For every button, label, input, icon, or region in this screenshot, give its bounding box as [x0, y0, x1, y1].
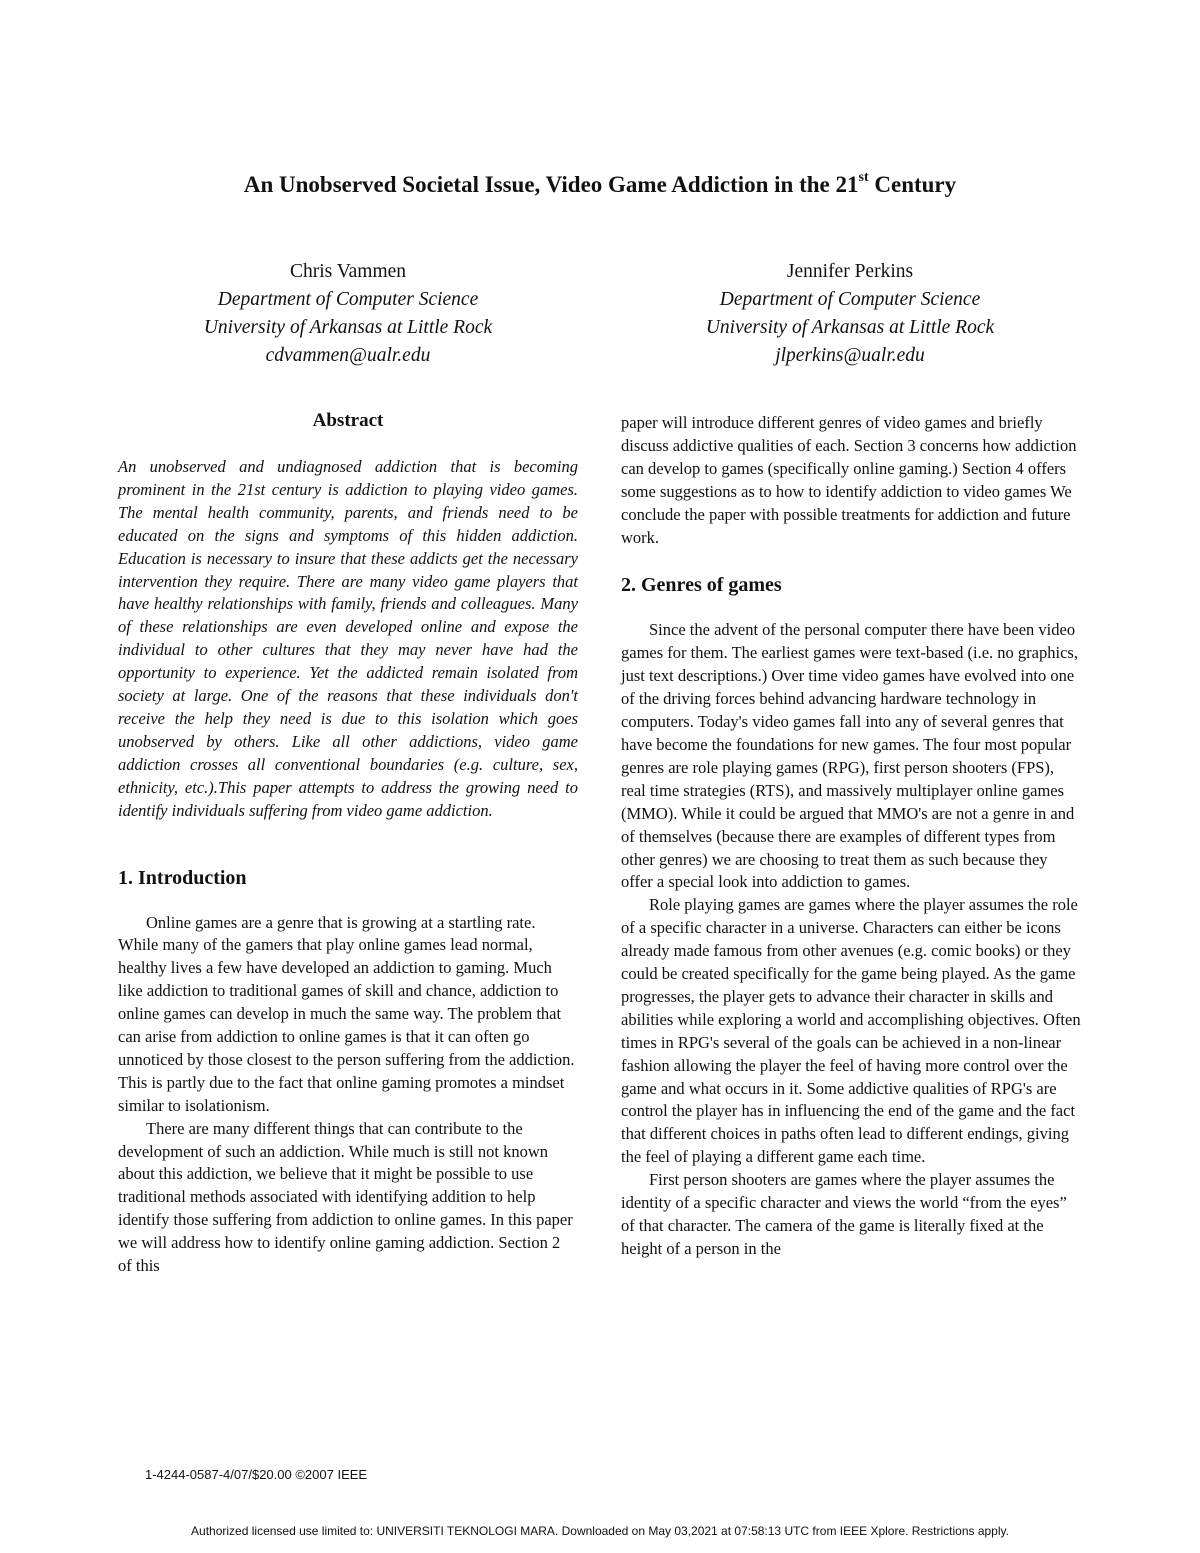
genres-paragraph: Role playing games are games where the player assumes the role of a specific character in a universe. Characters can either be icons already made famous from other avenues (e.g. comic books) or they could be created specifically for the game being played. As the game progresses, the player gets to advance their character in skills and abilities while exploring a world and accomplishing objectives. Often times in RPG's several of the goals can be achieved in a non-linear fashion allowing the player the feel of having more control over the game and what occurs in it. Some addictive qualities of RPG's are control the player has in influencing the end of the game and the fact that different choices in paths often lead to different endings, giving the feel of playing a different game each time.: [621, 895, 1081, 1167]
author-name: Jennifer Perkins: [786, 261, 914, 282]
author-institution: University of Arkansas at Little Rock: [705, 317, 995, 338]
author-name: Chris Vammen: [289, 261, 407, 282]
left-column: [118, 410, 578, 1278]
author-block-1: [118, 258, 578, 370]
license-footer: Authorized licensed use limited to: UNIVERSITI TEKNOLOGI MARA. Downloaded on May 03,2021 at 07:58:13 UTC from IEEE Xplore. Restrictions apply.: [191, 1524, 1009, 1538]
genres-heading: 2. Genres of games: [621, 574, 782, 597]
genres-paragraph: First person shooters are games where the player assumes the identity of a specific character and views the world “from the eyes” of that character. The camera of the game is literally fixed at the height of a person in the: [621, 1170, 1067, 1258]
author-department: Department of Computer Science: [217, 289, 479, 310]
copyright-notice: 1-4244-0587-4/07/$20.00 ©2007 IEEE: [145, 1467, 368, 1482]
abstract-text: An unobserved and undiagnosed addiction that is becoming prominent in the 21st century is addiction to playing video games. The mental health community, parents, and friends need to be educated on the signs and symptoms of this hidden addiction. Education is necessary to insure that these addicts get the necessary intervention they require. There are many video game players that have healthy relationships with family, friends and colleagues. Many of these relationships are even developed online and expose the individual to other cultures that they may never have had the opportunity to experience. Yet the addicted remain isolated from society at large. One of the reasons that these individuals don't receive the help they need is due to this isolation which goes unobserved by others. Like all other addictions, video game addiction crosses all conventional boundaries (e.g. culture, sex, ethnicity, etc.).This paper attempts to address the growing need to identify individuals suffering from video game addiction.: [118, 457, 578, 820]
continued-paragraph: paper will introduce different genres of video games and briefly discuss addictive qualities of each. Section 3 concerns how addiction can develop to games (specifically online gaming.) Section 4 offers some suggestions as to how to identify addiction to video games We conclude the paper with possible treatments for addiction and future work.: [621, 413, 1077, 547]
introduction-paragraph: There are many different things that can contribute to the development of such an addiction. While much is still not known about this addiction, we believe that it might be possible to use traditional methods associated with identifying addition to help identify those suffering from addiction to online games. In this paper we will address how to identify online gaming addiction. Section 2 of this: [118, 1118, 573, 1276]
right-column: [621, 412, 1081, 1261]
author-institution: University of Arkansas at Little Rock: [203, 317, 493, 338]
genres-paragraph: Since the advent of the personal computer there have been video games for them. The earliest games were text-based (i.e. no graphics, just text descriptions.) Over time video games have evolved into one of the driving forces behind advancing hardware technology in computers. Today's video games fall into any of several genres that have become the foundations for new games. The four most popular genres are role playing games (RPG), first person shooters (FPS), real time strategies (RTS), and massively multiplayer online games (MMO). While it could be argued that MMO's are not a genre in and of themselves (because there are examples of different types from other genres) we are choosing to treat them as such because they offer a special look into addiction to games.: [621, 620, 1078, 892]
author-block-2: [620, 258, 1080, 370]
introduction-heading: 1. Introduction: [118, 866, 247, 889]
introduction-paragraph: Online games are a genre that is growing at a startling rate. While many of the gamers that play online games lead normal, healthy lives a few have developed an addiction to gaming. Much like addiction to traditional games of skill and chance, addiction to online games can develop in much the same way. The problem that can arise from addiction to online games is that it can often go unnoticed by those closest to the person suffering from the addiction. This is partly due to the fact that online gaming promotes a mindset similar to isolationism.: [118, 912, 575, 1115]
paper-title: [0, 172, 1200, 198]
title-end: Century: [868, 172, 957, 197]
author-department: Department of Computer Science: [719, 289, 981, 310]
title-superscript: st: [858, 170, 869, 186]
author-email: jlperkins@ualr.edu: [775, 345, 925, 366]
abstract-heading: Abstract: [312, 410, 384, 431]
title-main: An Unobserved Societal Issue, Video Game Addiction in the 21: [243, 172, 859, 197]
author-email: cdvammen@ualr.edu: [265, 345, 431, 366]
